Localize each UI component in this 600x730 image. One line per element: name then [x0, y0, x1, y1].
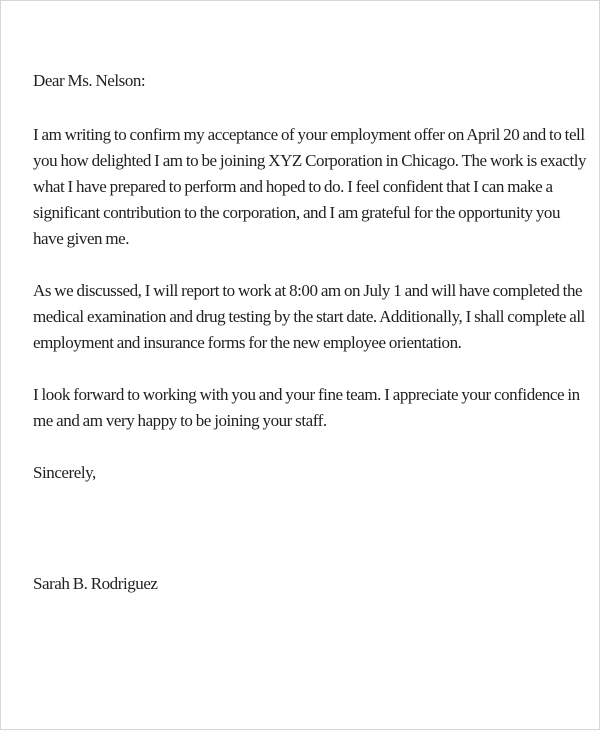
letter-paragraph-2: As we discussed, I will report to work at 8:00 am on July 1 and will have completed the medical examination and drug testing by the start date. Additionally, I shall complete all employment and insurance forms for the new employee orientation. — [33, 281, 585, 352]
letter-salutation: Dear Ms. Nelson: — [33, 71, 146, 90]
letter-closing: Sincerely, — [33, 463, 96, 482]
acceptance-letter — [33, 68, 589, 597]
letter-paragraph-1: I am writing to confirm my acceptance of your employment offer on April 20 and to tell you how delighted I am to be joining XYZ Corporation in Chicago. The work is exactly what I have prepared to perform and hoped to do. I feel confident that I can make a significant contribution to the corporation, and I am grateful for the opportunity you have given me. — [33, 125, 587, 248]
letter-signature: Sarah B. Rodriguez — [33, 574, 158, 593]
letter-paragraph-3: I look forward to working with you and your fine team. I appreciate your confidence in me and am very happy to be joining your staff. — [33, 385, 580, 430]
